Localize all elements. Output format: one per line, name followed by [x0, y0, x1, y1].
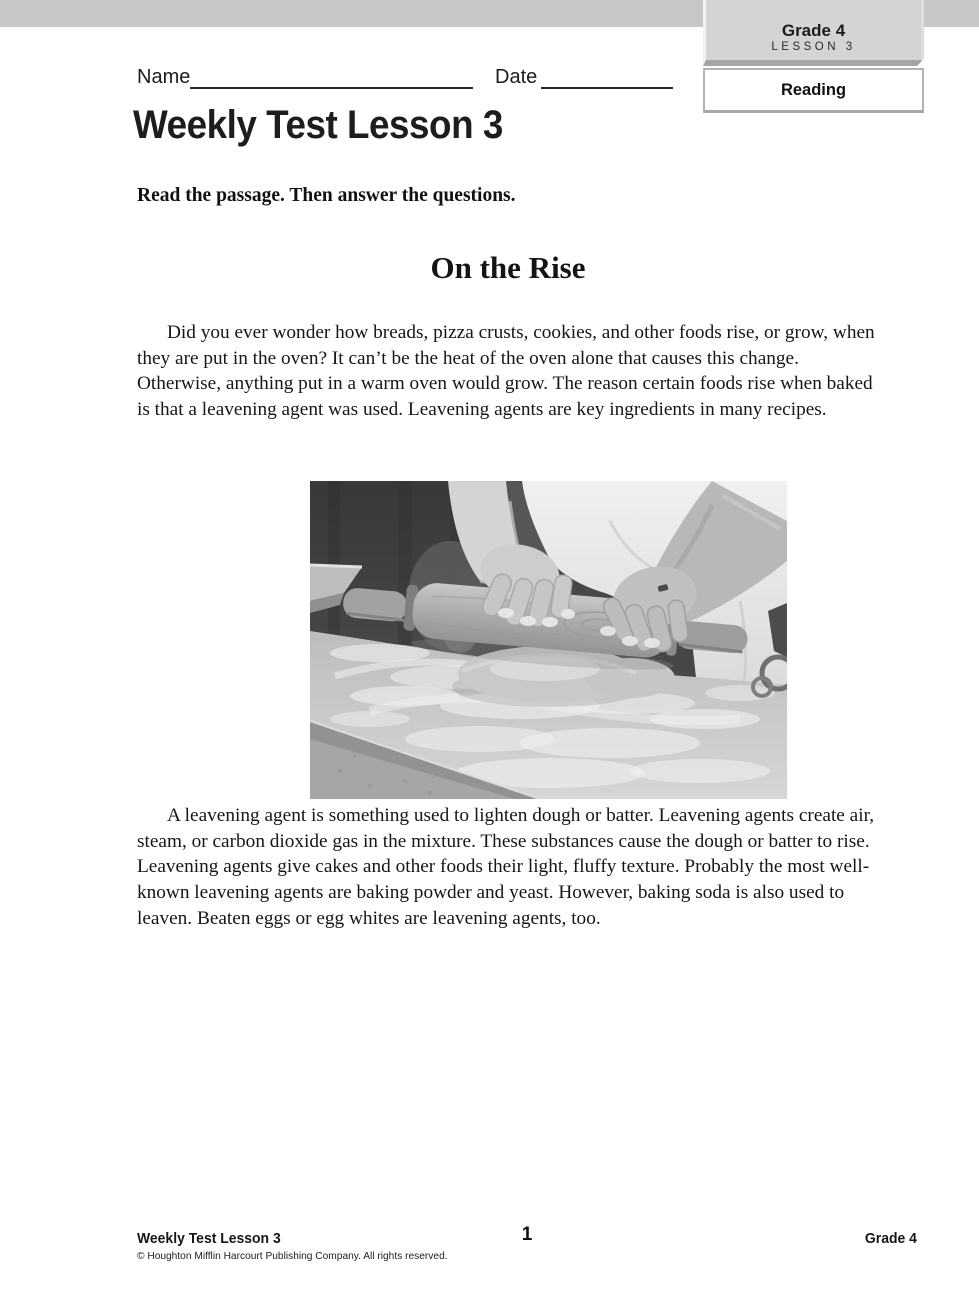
date-line[interactable] [541, 66, 673, 89]
subject-label: Reading [780, 81, 847, 99]
name-line[interactable] [190, 66, 473, 89]
passage-paragraph-1: Did you ever wonder how breads, pizza crusts, cookies, and other foods rise, or grow, when they are put in the oven? It can’t be the heat of the oven alone that causes this change. Otherwise, anything put in a warm oven would grow. The reason certain foods rise when baked is that a leavening agent was used. Leavening agents are key ingredients in many recipes. [137, 322, 875, 421]
rolling-pin-photo-illustration [310, 481, 787, 799]
passage-title: On the Rise [430, 250, 586, 285]
footer-title: Weekly Test Lesson 3 [137, 1230, 281, 1247]
grade-lesson-tab [703, 0, 924, 66]
passage-paragraph-2: A leavening agent is something used to lighten dough or batter. Leavening agents create air, steam, or carbon dioxide gas in the mixture. These substances cause the dough or batter to rise. Leavening agents give cakes and other foods their light, fluffy texture. Probably the most well-known leavening agents are baking powder and yeast. However, baking soda is also used to leaven. Beaten eggs or egg whites are leavening agents, too. [137, 805, 875, 929]
footer-grade-label: Grade 4 [865, 1230, 917, 1247]
lesson-label: LESSON 3 [771, 41, 856, 53]
footer-copyright: © Houghton Mifflin Harcourt Publishing Company. All rights reserved. [137, 1250, 448, 1262]
footer-page-number: 1 [521, 1224, 533, 1245]
passage-photo [310, 481, 787, 799]
instruction-text: Read the passage. Then answer the questions. [137, 185, 516, 206]
name-label: Name [137, 66, 191, 88]
date-label: Date [495, 66, 538, 88]
worksheet-title: Weekly Test Lesson 3 [133, 103, 503, 147]
grade-label: Grade 4 [781, 21, 846, 40]
subject-tab [703, 68, 924, 113]
